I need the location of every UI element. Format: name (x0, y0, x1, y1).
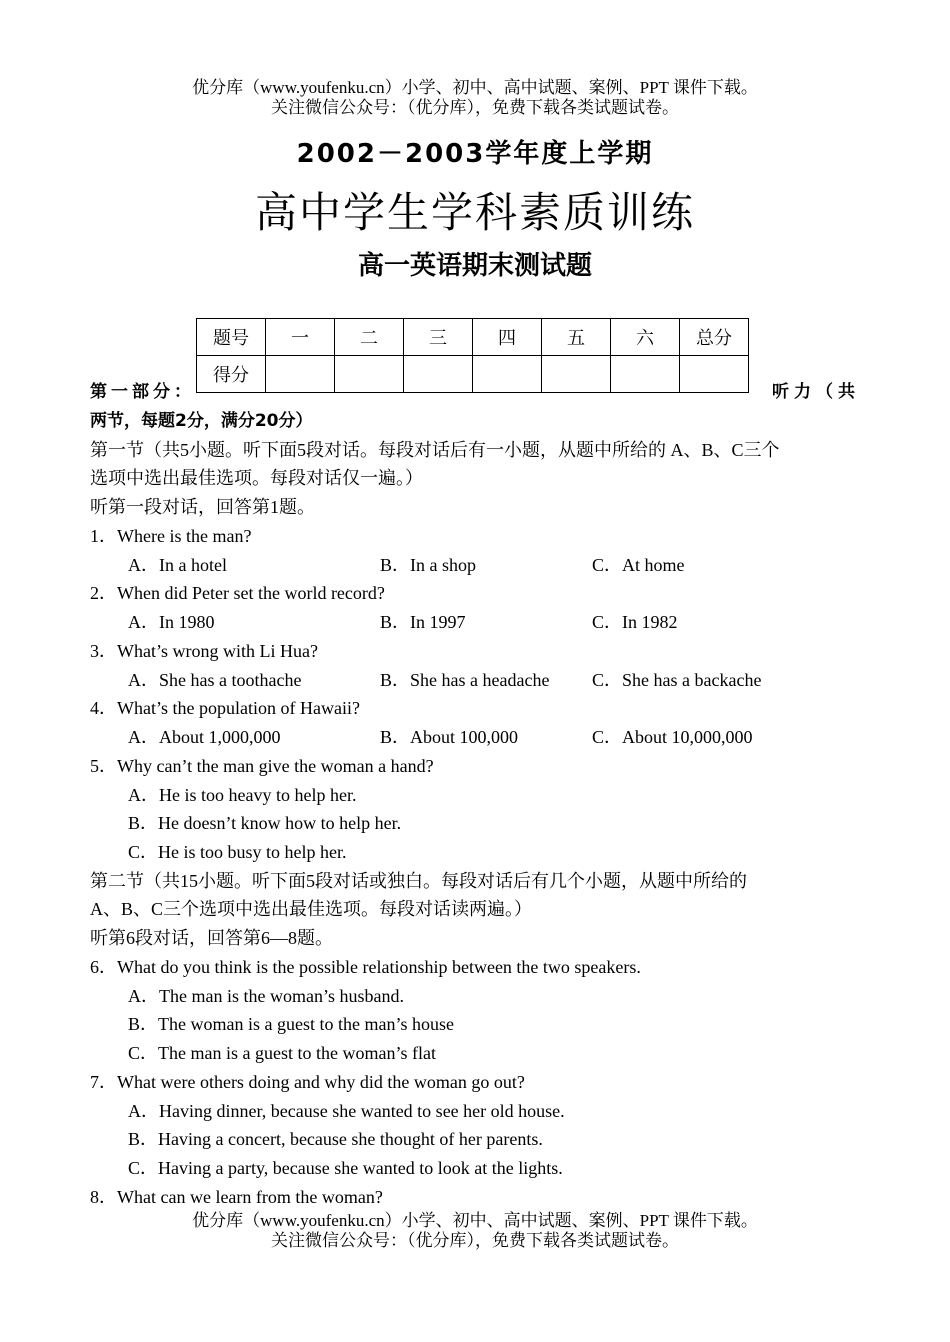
question: 2．When did Peter set the world record? (90, 583, 385, 603)
option-b: B．She has a headache (380, 670, 550, 690)
option-b: B．Having a concert, because she thought of her parents. (128, 1129, 543, 1149)
score-header-cell: 题号 (197, 319, 266, 356)
option-b: B．In 1997 (380, 612, 466, 632)
score-cell[interactable] (473, 356, 542, 393)
question: 8．What can we learn from the woman? (90, 1187, 383, 1207)
score-table-header-row (197, 319, 749, 356)
option-c: C．Having a party, because she wanted to look at the lights. (128, 1158, 563, 1178)
score-cell[interactable] (680, 356, 749, 393)
option-c: C．At home (592, 555, 685, 575)
option-a: A．Having dinner, because she wanted to see her old house. (128, 1101, 565, 1121)
section2-listen: 听第6段对话，回答第6—8题。 (90, 928, 333, 948)
section1-listen: 听第一段对话，回答第1题。 (90, 497, 315, 517)
score-header-cell: 六 (611, 319, 680, 356)
option-b: B．He doesn’t know how to help her. (128, 813, 402, 833)
question: 6．What do you think is the possible relationship between the two speakers. (90, 957, 641, 977)
part1-heading-right: 听力（共 (772, 382, 860, 402)
option-b: B．The woman is a guest to the man’s house (128, 1014, 454, 1034)
section1-intro-1: 第一节（共5小题。听下面5段对话。每段对话后有一小题，从题中所给的 A、B、C三个 (90, 440, 780, 460)
option-a: A．She has a toothache (128, 670, 302, 690)
score-header-cell: 五 (542, 319, 611, 356)
option-c: C．The man is a guest to the woman’s flat (128, 1043, 436, 1063)
option-b: B．In a shop (380, 555, 476, 575)
score-cell[interactable] (542, 356, 611, 393)
option-a: A．He is too heavy to help her. (128, 785, 357, 805)
question: 1．Where is the man? (90, 526, 252, 546)
score-header-cell: 二 (335, 319, 404, 356)
score-header-cell: 四 (473, 319, 542, 356)
score-table-score-row (197, 356, 749, 393)
year-title: 2002－2003学年度上学期 (296, 139, 654, 169)
option-a: A．The man is the woman’s husband. (128, 986, 404, 1006)
footer-line-1: 优分库（www.youfenku.cn）小学、初中、高中试题、案例、PPT 课件下载。 (192, 1211, 758, 1230)
score-row-label: 得分 (197, 356, 266, 393)
score-header-cell: 一 (266, 319, 335, 356)
section2-intro-2: A、B、C三个选项中选出最佳选项。每段对话读两遍。） (90, 899, 533, 919)
header-line-1: 优分库（www.youfenku.cn）小学、初中、高中试题、案例、PPT 课件下载。 (192, 78, 758, 97)
option-c: C．She has a backache (592, 670, 762, 690)
option-a: A．About 1,000,000 (128, 727, 281, 747)
score-cell[interactable] (611, 356, 680, 393)
option-b: B．About 100,000 (380, 727, 519, 747)
footer-line-2: 关注微信公众号：（优分库），免费下载各类试题试卷。 (271, 1231, 679, 1250)
score-cell[interactable] (335, 356, 404, 393)
question: 4．What’s the population of Hawaii? (90, 698, 360, 718)
option-c: C．About 10,000,000 (592, 727, 753, 747)
question: 3．What’s wrong with Li Hua? (90, 641, 318, 661)
score-header-cell: 总分 (680, 319, 749, 356)
option-a: A．In a hotel (128, 555, 227, 575)
header-line-2: 关注微信公众号：（优分库），免费下载各类试题试卷。 (271, 98, 679, 117)
score-table (196, 318, 749, 393)
option-a: A．In 1980 (128, 612, 215, 632)
question: 7．What were others doing and why did the woman go out? (90, 1072, 525, 1092)
option-c: C．In 1982 (592, 612, 678, 632)
section2-intro-1: 第二节（共15小题。听下面5段对话或独白。每段对话后有几个小题，从题中所给的 (90, 871, 747, 891)
option-c: C．He is too busy to help her. (128, 842, 347, 862)
main-title: 高中学生学科素质训练 (254, 188, 695, 237)
score-cell[interactable] (404, 356, 473, 393)
score-cell[interactable] (266, 356, 335, 393)
score-header-cell: 三 (404, 319, 473, 356)
section1-intro-2: 选项中选出最佳选项。每段对话仅一遍。） (90, 468, 423, 488)
question: 5．Why can’t the man give the woman a hand? (90, 756, 434, 776)
part1-heading-left: 第一部分： (90, 382, 195, 402)
part1-heading-cont: 两节，每题2分，满分20分） (90, 411, 313, 431)
sub-title: 高一英语期末测试题 (357, 251, 592, 281)
